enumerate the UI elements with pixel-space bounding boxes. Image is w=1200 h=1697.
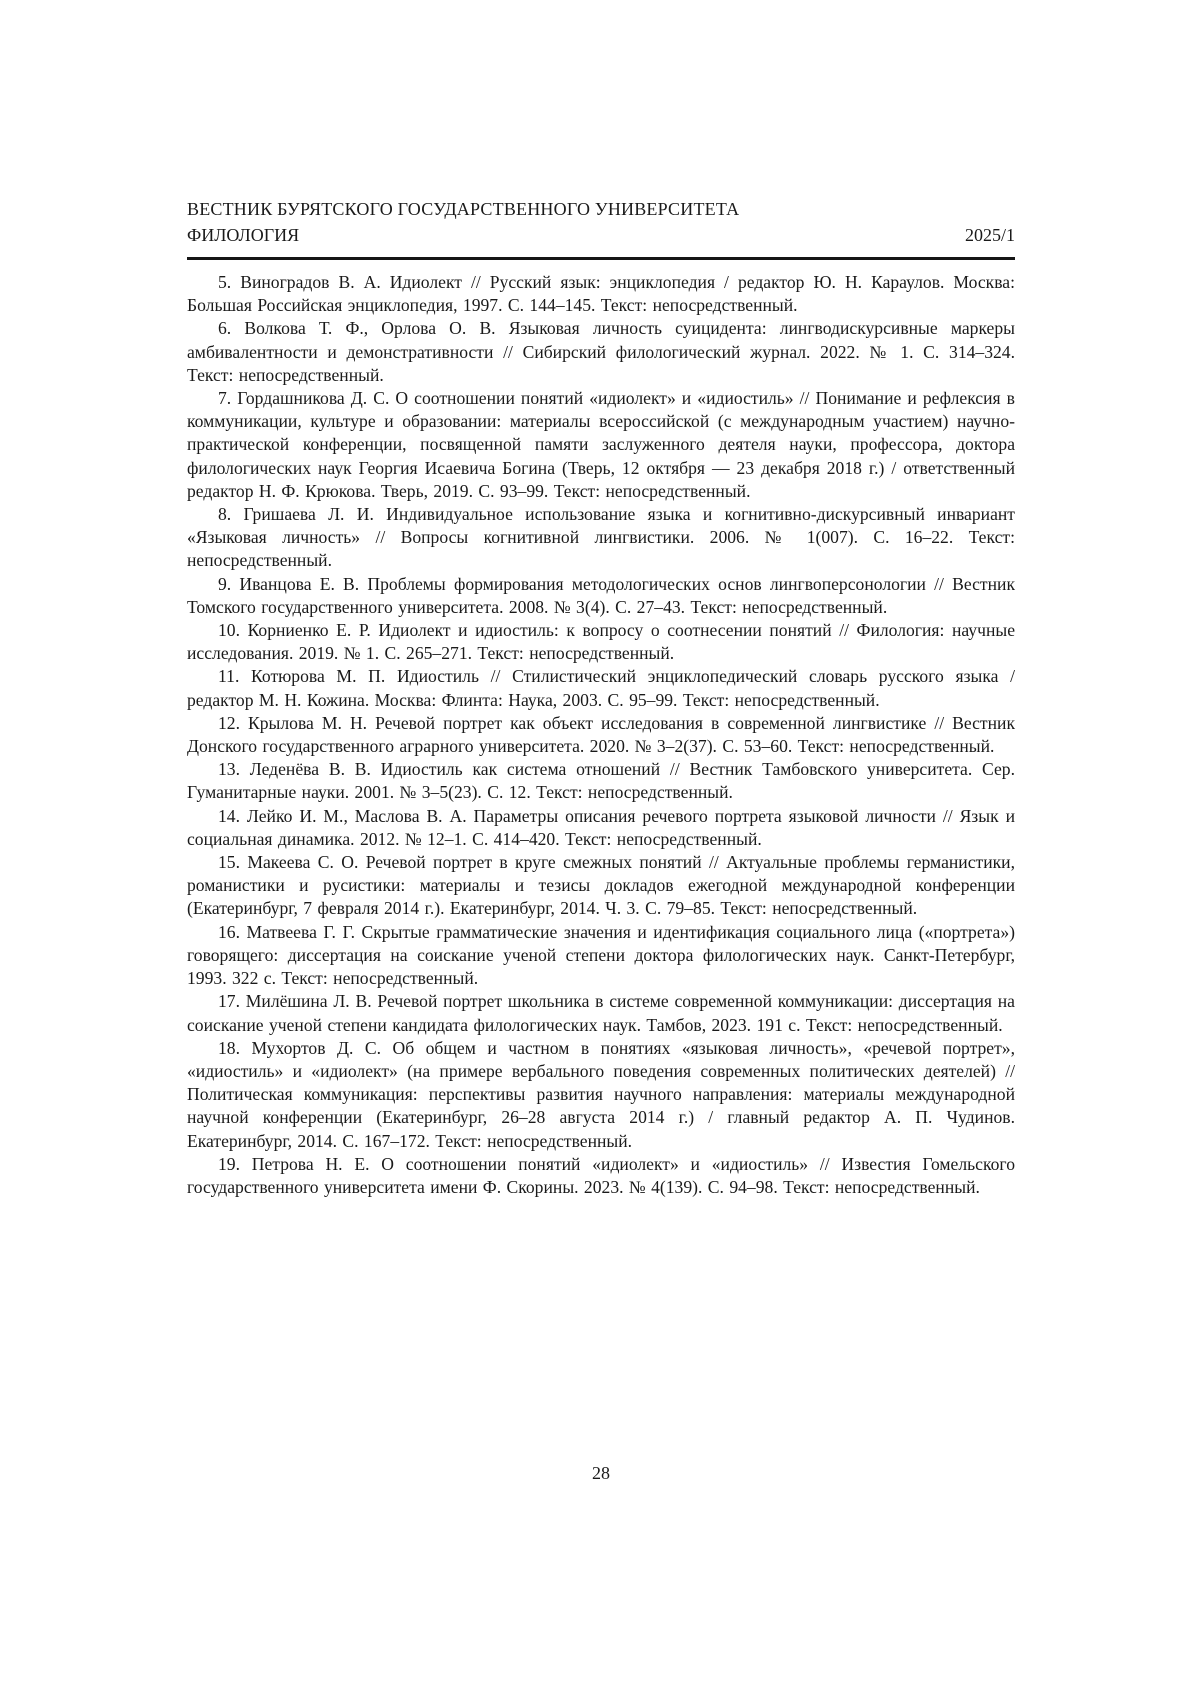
- reference-item-7: 7. Гордашникова Д. С. О соотношении понятий «идиолект» и «идиостиль» // Понимание и рефлексия в коммуникации, культуре и образовании: материалы всероссийской (с международным участием) научно-практической конференции, посвященной памяти заслуженного деятеля науки, профессора, доктора филологических наук Георгия Исаевича Богина (Тверь, 12 октября — 23 декабря 2018 г.) / ответственный редактор Н. Ф. Крюкова. Тверь, 2019. С. 93–99. Текст: непосредственный.: [187, 388, 1015, 501]
- reference-item-6: 6. Волкова Т. Ф., Орлова О. В. Языковая личность суицидента: лингводискурсивные маркеры амбивалентности и демонстративности // Сибирский филологический журнал. 2022. № 1. С. 314–324. Текст: непосредственный.: [187, 318, 1015, 385]
- journal-title: ВЕСТНИК БУРЯТСКОГО ГОСУДАРСТВЕННОГО УНИВЕРСИТЕТА: [187, 199, 740, 219]
- reference-item-11: 11. Котюрова М. П. Идиостиль // Стилистический энциклопедический словарь русского языка / редактор М. Н. Кожина. Москва: Флинта: Наука, 2003. С. 95–99. Текст: непосредственный.: [187, 666, 1015, 710]
- reference-item-17: 17. Милёшина Л. В. Речевой портрет школьника в системе современной коммуникации: диссертация на соискание ученой степени кандидата филологических наук. Тамбов, 2023. 191 с. Текст: непосредственный.: [187, 991, 1015, 1035]
- reference-item-15: 15. Макеева С. О. Речевой портрет в круге смежных понятий // Актуальные проблемы германистики, романистики и русистики: материалы и тезисы докладов ежегодной международной конференции (Екатеринбург, 7 февраля 2014 г.). Екатеринбург, 2014. Ч. 3. С. 79–85. Текст: непосредственный.: [187, 852, 1015, 919]
- reference-item-8: 8. Гришаева Л. И. Индивидуальное использование языка и когнитивно-дискурсивный инвариант «Языковая личность» // Вопросы когнитивной лингвистики. 2006. № 1(007). С. 16–22. Текст: непосредственный.: [187, 504, 1015, 571]
- issue-number: 2025/1: [964, 225, 1015, 245]
- reference-item-12: 12. Крылова М. Н. Речевой портрет как объект исследования в современной лингвистике // Вестник Донского государственного аграрного университета. 2020. № 3–2(37). С. 53–60. Текст: непосредственный.: [187, 712, 1015, 757]
- section-title: ФИЛОЛОГИЯ: [187, 225, 300, 245]
- page-number: 28: [592, 1463, 610, 1483]
- reference-item-19: 19. Петрова Н. Е. О соотношении понятий «идиолект» и «идиостиль» // Известия Гомельского государственного университета имени Ф. Скорины. 2023. № 4(139). С. 94–98. Текст: непосредственный.: [187, 1153, 1015, 1197]
- reference-item-10: 10. Корниенко Е. Р. Идиолект и идиостиль: к вопросу о соотнесении понятий // Филология: научные исследования. 2019. № 1. С. 265–271. Текст: непосредственный.: [187, 620, 1015, 664]
- references-list: [187, 271, 1015, 1199]
- reference-item-9: 9. Иванцова Е. В. Проблемы формирования методологических основ лингвоперсонологии // Вестник Томского государственного университета. 2008. № 3(4). С. 27–43. Текст: непосредственный.: [187, 573, 1015, 617]
- reference-item-14: 14. Лейко И. М., Маслова В. А. Параметры описания речевого портрета языковой личности // Язык и социальная динамика. 2012. № 12–1. С. 414–420. Текст: непосредственный.: [187, 805, 1015, 849]
- reference-item-16: 16. Матвеева Г. Г. Скрытые грамматические значения и идентификация социального лица («портрета») говорящего: диссертация на соискание ученой степени доктора филологических наук. Санкт-Петербург, 1993. 322 с. Текст: непосредственный.: [187, 921, 1015, 989]
- page-header: [187, 196, 1015, 260]
- reference-item-13: 13. Леденёва В. В. Идиостиль как система отношений // Вестник Тамбовского университета. Сер. Гуманитарные науки. 2001. № 3–5(23). С. 12. Текст: непосредственный.: [187, 759, 1015, 803]
- header-second-row: [187, 222, 1015, 248]
- reference-item-5: 5. Виноградов В. А. Идиолект // Русский язык: энциклопедия / редактор Ю. Н. Караулов. Москва: Большая Российская энциклопедия, 1997. С. 144–145. Текст: непосредственный.: [187, 272, 1015, 316]
- reference-item-18: 18. Мухортов Д. С. Об общем и частном в понятиях «языковая личность», «речевой портрет», «идиостиль» и «идиолект» (на примере вербального поведения современных политических деятелей) // Политическая коммуникация: перспективы развития научного направления: материалы международной научной конференции (Екатеринбург, 26–28 августа 2014 г.) / главный редактор А. П. Чудинов. Екатеринбург, 2014. С. 167–172. Текст: непосредственный.: [187, 1037, 1015, 1151]
- header-divider: [187, 257, 1015, 260]
